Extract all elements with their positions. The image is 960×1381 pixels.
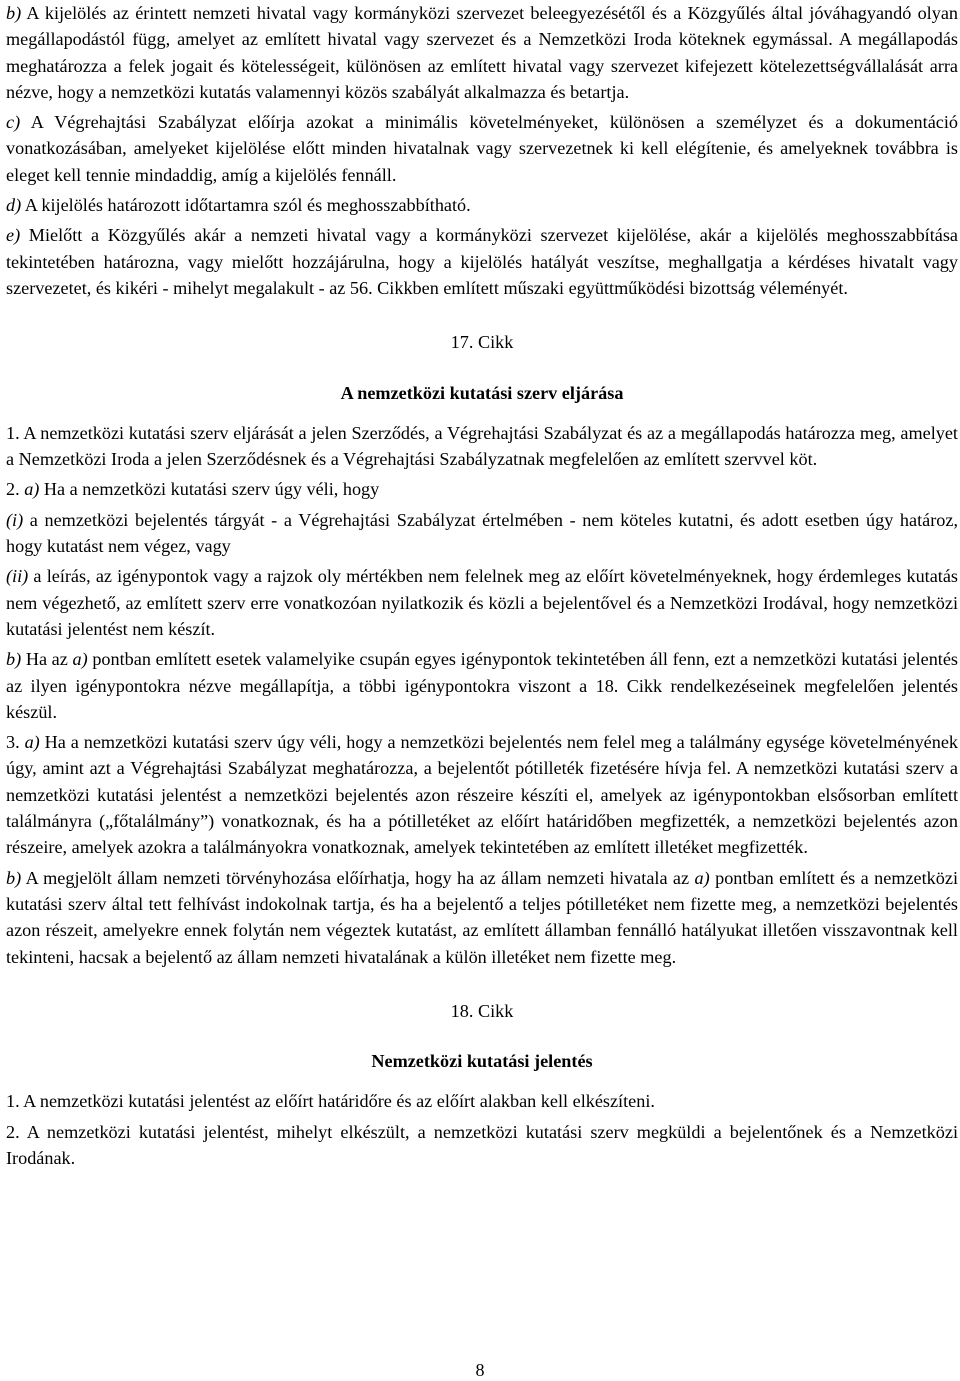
item-label: (ii) — [6, 566, 29, 587]
item-label: a) — [24, 732, 40, 753]
article-18-number: 18. Cikk — [450, 1000, 514, 1021]
article-17-paragraph-2a — [6, 476, 958, 502]
paragraph-text: Mielőtt a Közgyűlés akár a nemzeti hivatal vagy a kormányközi szervezet kijelölése, akár a kijelölés meghosszabbítása tekintetében határozna, vagy mielőtt hozzájárulna, hogy a kijelölés hatályát veszítse, meghallgatja a kérdéses hivatalt vagy szervezetet, és kikéri - mihelyt megalakult - az 56. Cikkben említett műszaki együttműködési bizottság véleményét. — [6, 225, 958, 298]
paragraph-text: a leírás, az igénypontok vagy a rajzok oly mértékben nem felelnek meg az előírt követelményeknek, hogy érdemleges kutatás nem végezhető, az említett szerv erre vonatkozóan nyilatkozik és közli a bejelentővel és a Nemzetközi Irodával, hogy nemzetközi kutatási jelentést nem készít. — [6, 566, 958, 639]
item-label: (i) — [6, 509, 24, 530]
article-17-paragraph-2ii — [6, 563, 958, 642]
article-17-paragraph-3b — [6, 865, 958, 970]
item-label: b) — [6, 649, 22, 670]
paragraph-number: 2. — [6, 479, 25, 500]
article-18-title: Nemzetközi kutatási jelentés — [371, 1051, 593, 1072]
item-label: b) — [6, 867, 22, 888]
article-18-paragraph-2: 2. A nemzetközi kutatási jelentést, mihelyt elkészült, a nemzetközi kutatási szerv megküldi a bejelentőnek és a Nemzetközi Irodának. — [6, 1121, 958, 1168]
article-18-paragraph-1: 1. A nemzetközi kutatási jelentést az előírt határidőre és az előírt alakban kell elkészíteni. — [6, 1091, 655, 1112]
paragraph-e — [6, 222, 958, 301]
paragraph-text: A megjelölt állam nemzeti törvényhozása előírhatja, hogy ha az állam nemzeti hivatala az — [21, 867, 695, 888]
paragraph-text: A Végrehajtási Szabályzat előírja azokat a minimális követelményeket, különösen a személyzet és a dokumentáció vonatkozásában, amelyeket kijelölése előtt minden hivatalnak vagy szervezetnek ki kell elégítenie, és amelyeknek továbbra is eleget kell tennie mindaddig, amíg a kijelölés fennáll. — [6, 112, 958, 185]
item-label: e) — [6, 225, 21, 246]
article-17-paragraph-2b — [6, 646, 958, 725]
paragraph-number: 3. — [6, 732, 25, 753]
article-17-title: A nemzetközi kutatási szerv eljárása — [340, 382, 624, 403]
article-17-paragraph-3a — [6, 729, 958, 860]
document-page — [6, 0, 958, 1171]
paragraph-b — [6, 0, 958, 105]
item-reference: a) — [72, 649, 88, 670]
paragraph-c — [6, 109, 958, 188]
paragraph-d — [6, 192, 958, 218]
article-17-number: 17. Cikk — [450, 332, 514, 353]
paragraph-text: pontban említett és a nemzetközi kutatási szerv által tett felhívást indokolnak tartja, és ha a bejelentő a teljes pótilletéket nem fizette meg, a nemzetközi bejelentés azon részeit, amelyekre ennek folytán nem végeztek kutatást, az említett államban fennálló hatályukat illetően visszavontnak kell tekinteni, hacsak a bejelentő az állam nemzeti hivatalának a külön illetéket nem fizette meg. — [6, 867, 958, 967]
article-17-paragraph-1: 1. A nemzetközi kutatási szerv eljárását a jelen Szerződés, a Végrehajtási Szabályzat és az a megállapodás határozza meg, amelyet a Nemzetközi Iroda a jelen Szerződésnek és a Végrehajtási Szabályzatnak megfelelően az említett szervvel köt. — [6, 422, 958, 470]
item-label: b) — [6, 3, 22, 23]
article-17-paragraph-2i — [6, 507, 958, 560]
paragraph-text: A kijelölés az érintett nemzeti hivatal vagy kormányközi szervezet beleegyezésétől és a Közgyűlés által jóváhagyandó olyan megállapodástól függ, amelyet az említett hivatal vagy szervezet és a Nemzetközi Iroda köteknek egymással. A megállapodás meghatározza a felek jogait és kötelességeit, különösen az említett hivatal vagy szervezet kifejezett kötelezettségvállalását arra nézve, hogy a nemzetközi kutatás valamennyi közös szabályát alkalmazza és betartja. — [6, 3, 958, 102]
item-reference: a) — [694, 867, 710, 888]
item-label: a) — [24, 479, 40, 500]
paragraph-text: a nemzetközi bejelentés tárgyát - a Végrehajtási Szabályzat értelmében - nem köteles kutatni, és adott esetben úgy határoz, hogy kutatást nem végez, vagy — [6, 509, 958, 557]
paragraph-text: Ha az — [21, 649, 73, 670]
paragraph-text: pontban említett esetek valamelyike csupán egyes igénypontok tekintetében áll fenn, ezt a nemzetközi kutatási jelentés az ilyen igénypontokra nézve megállapítja, a többi igénypontokra viszont a 18. Cikk rendelkezéseinek megfelelően jelentés készül. — [6, 649, 958, 722]
item-label: c) — [6, 112, 21, 133]
paragraph-text: Ha a nemzetközi kutatási szerv úgy véli, hogy — [39, 479, 380, 500]
paragraph-text: Ha a nemzetközi kutatási szerv úgy véli, hogy a nemzetközi bejelentés nem felel meg a találmány egysége követelményének úgy, amint azt a Végrehajtási Szabályzat meghatározza, a bejelentőt pótilleték fizetésére hívja fel. A nemzetközi kutatási szerv a nemzetközi kutatási jelentést a nemzetközi bejelentés azon részeire készíti el, amelyek az igénypontokban elsősorban említett találmányra („főtalálmány”) vonatkoznak, és ha a pótilletéket az előírt határidőben megfizették, a nemzetközi bejelentés azon részeire, amelyek azokra a találmányokra vonatkoznak, amelyek tekintetében az említett illetéket megfizették. — [6, 732, 958, 858]
page-number: 8 — [475, 1360, 485, 1380]
item-label: d) — [6, 195, 22, 216]
paragraph-text: A kijelölés határozott időtartamra szól és meghosszabbítható. — [21, 195, 471, 216]
